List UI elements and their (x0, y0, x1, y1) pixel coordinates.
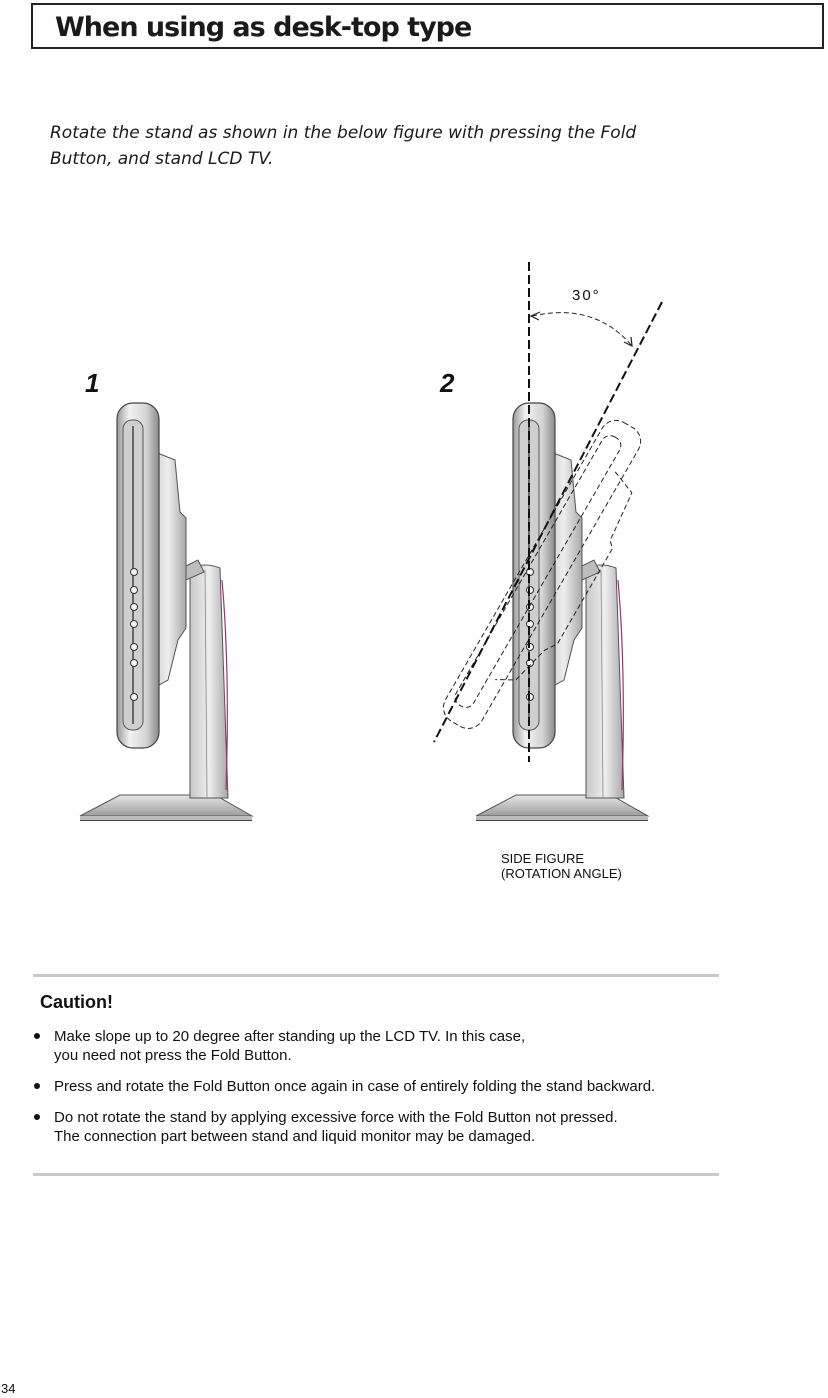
caution-item (32, 1077, 752, 1096)
caution-title: Caution! (40, 992, 113, 1012)
bullet-icon (34, 1083, 40, 1089)
bullet-icon (34, 1033, 40, 1039)
step-1-label: 1 (85, 368, 100, 398)
caution-item-text-cont: you need not press the Fold Button. (54, 1047, 292, 1064)
caution-item-text-cont: The connection part between stand and liquid monitor may be damaged. (54, 1128, 536, 1145)
caution-item (32, 1108, 752, 1146)
figure-caption-line-1: SIDE FIGURE (501, 851, 585, 866)
tv-side-view-2 (476, 403, 648, 820)
figure-caption-line-2: (ROTATION ANGLE) (501, 866, 622, 881)
section-header (31, 3, 824, 49)
section-title: When using as desk-top type (55, 12, 472, 43)
caution-bottom-divider (33, 1173, 719, 1176)
tv-side-view-1 (80, 403, 252, 820)
bullet-icon (34, 1114, 40, 1120)
caution-item-text: Press and rotate the Fold Button once again in case of entirely folding the stand backward. (54, 1078, 656, 1095)
caution-item-text: Make slope up to 20 degree after standing up the LCD TV. In this case, (54, 1028, 526, 1045)
stand-rotation-figure (0, 250, 828, 850)
caution-item-text: Do not rotate the stand by applying excessive force with the Fold Button not pressed. (54, 1109, 618, 1126)
figure-caption (501, 851, 622, 881)
intro-instruction: Rotate the stand as shown in the below figure with pressing the Fold Button, and stand LCD TV. (50, 123, 637, 169)
caution-list (32, 1027, 752, 1158)
angle-arc (532, 313, 632, 346)
caution-item (32, 1027, 752, 1065)
caution-top-divider (33, 974, 719, 977)
page-number: 34 (1, 1381, 16, 1396)
angle-label: 30° (572, 287, 601, 304)
step-2-label: 2 (440, 368, 455, 398)
